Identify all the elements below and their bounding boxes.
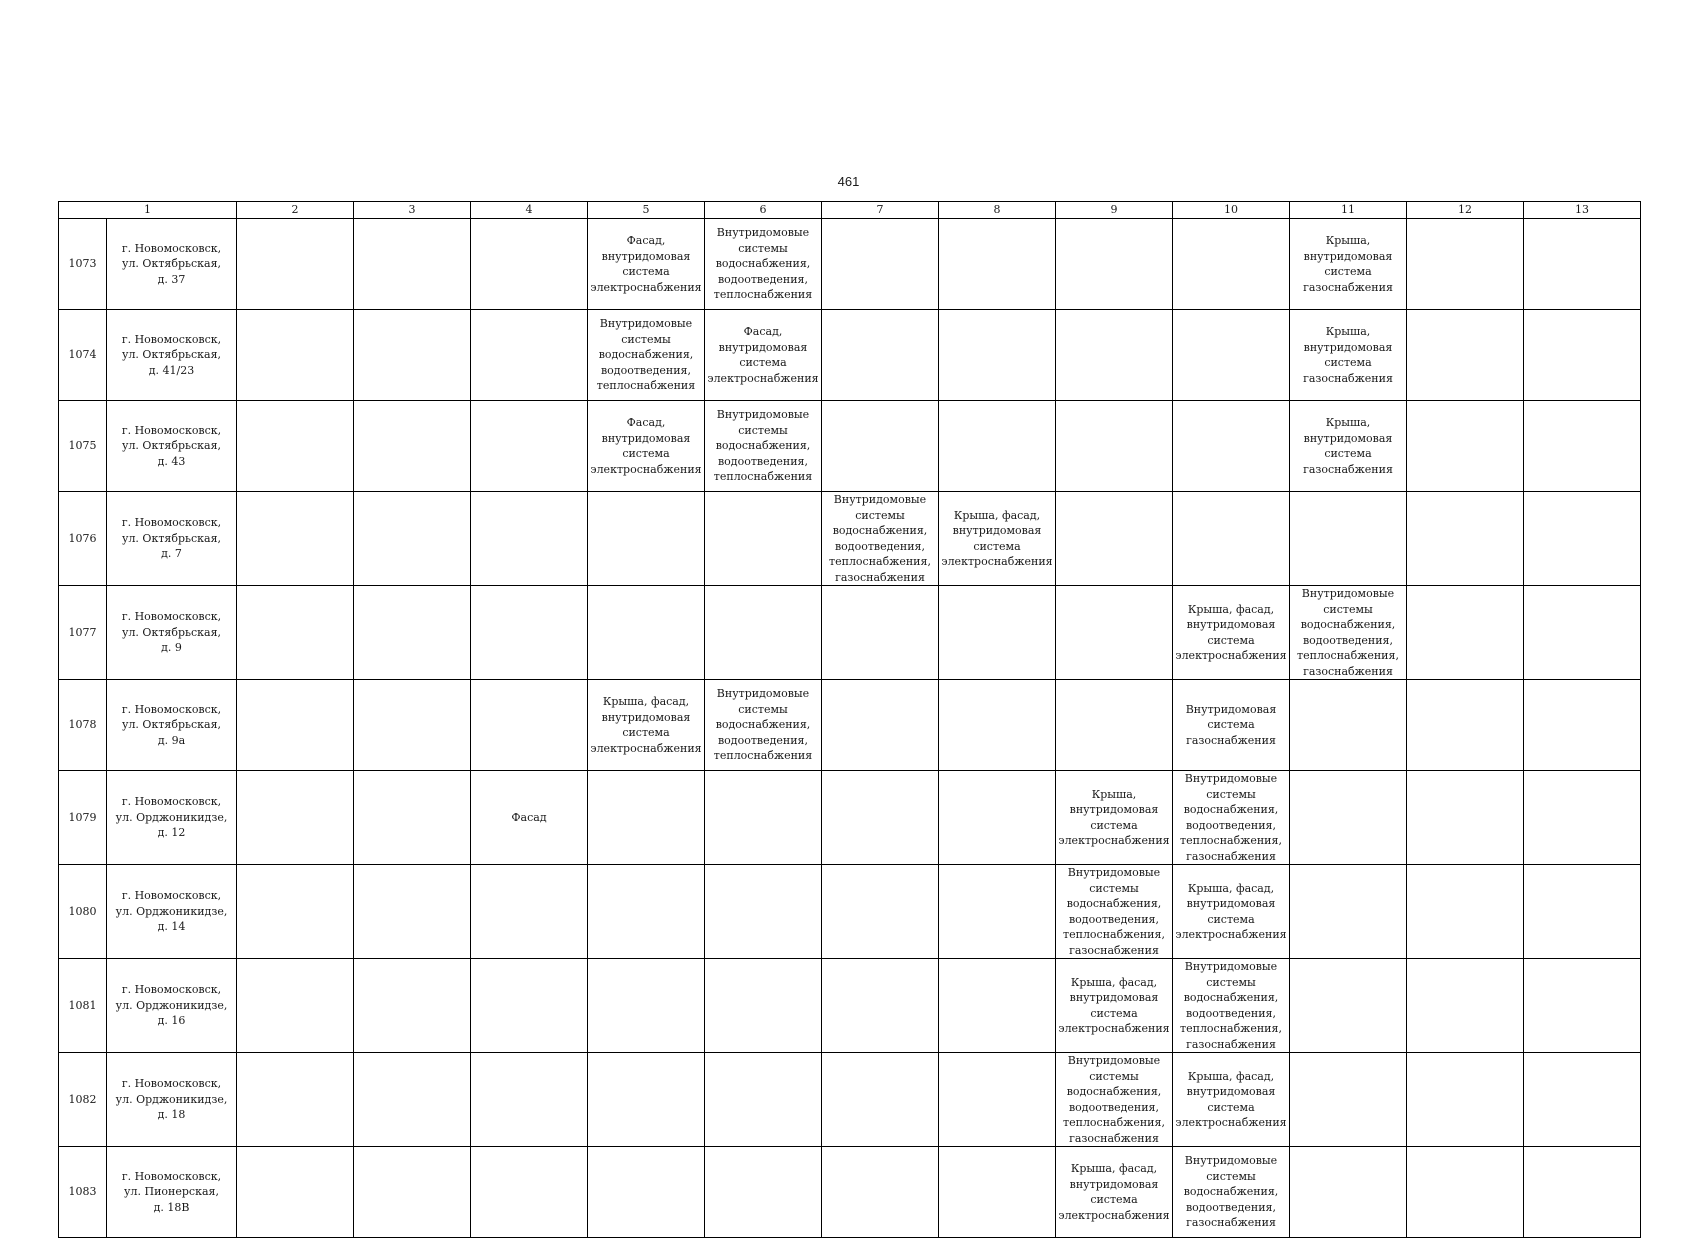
works-cell (1290, 959, 1407, 1053)
address-cell: г. Новомосковск, ул. Орджоникидзе, д. 14 (107, 865, 237, 959)
works-cell (1056, 310, 1173, 401)
works-cell (822, 959, 939, 1053)
works-cell (354, 680, 471, 771)
works-cell: Внутридомовые системы водоснабжения, водоотведения, теплоснабжения, газоснабжения (1173, 771, 1290, 865)
works-cell: Крыша, внутридомовая система газоснабжения (1290, 401, 1407, 492)
works-cell (939, 1053, 1056, 1147)
works-cell (471, 680, 588, 771)
works-cell (939, 401, 1056, 492)
column-header: 12 (1407, 202, 1524, 219)
works-cell (1407, 586, 1524, 680)
works-cell (1524, 865, 1641, 959)
works-cell (588, 586, 705, 680)
works-cell (822, 401, 939, 492)
works-cell (705, 771, 822, 865)
row-number: 1081 (59, 959, 107, 1053)
header-row (59, 202, 1641, 219)
table-row (59, 1053, 1641, 1147)
row-number: 1082 (59, 1053, 107, 1147)
works-cell (471, 401, 588, 492)
works-cell: Внутридомовые системы водоснабжения, водоотведения, газоснабжения (1173, 1147, 1290, 1238)
works-cell (354, 959, 471, 1053)
works-cell (822, 219, 939, 310)
works-cell (471, 1147, 588, 1238)
works-cell (1407, 771, 1524, 865)
works-cell (1056, 680, 1173, 771)
works-cell (1407, 1147, 1524, 1238)
works-cell (354, 771, 471, 865)
column-header: 10 (1173, 202, 1290, 219)
repair-schedule-table (58, 201, 1641, 1238)
works-cell: Внутридомовые системы водоснабжения, водоотведения, теплоснабжения (588, 310, 705, 401)
works-cell (354, 865, 471, 959)
works-cell: Крыша, фасад, внутридомовая система электроснабжения (1173, 865, 1290, 959)
works-cell (471, 219, 588, 310)
works-cell (822, 865, 939, 959)
works-cell (471, 959, 588, 1053)
column-header: 3 (354, 202, 471, 219)
works-cell (237, 586, 354, 680)
column-header: 5 (588, 202, 705, 219)
works-cell (1290, 680, 1407, 771)
works-cell: Внутридомовые системы водоснабжения, водоотведения, теплоснабжения (705, 680, 822, 771)
works-cell (237, 680, 354, 771)
works-cell (939, 586, 1056, 680)
table-row (59, 401, 1641, 492)
works-cell (1524, 492, 1641, 586)
works-cell (1407, 492, 1524, 586)
works-cell (588, 771, 705, 865)
column-header: 7 (822, 202, 939, 219)
table-row (59, 1147, 1641, 1238)
works-cell (822, 1053, 939, 1147)
works-cell (354, 1147, 471, 1238)
table-row (59, 680, 1641, 771)
table-row (59, 865, 1641, 959)
row-number: 1073 (59, 219, 107, 310)
works-cell (1290, 1053, 1407, 1147)
works-cell (471, 310, 588, 401)
works-cell (1524, 1147, 1641, 1238)
address-cell: г. Новомосковск, ул. Октябрьская, д. 41/23 (107, 310, 237, 401)
works-cell (939, 219, 1056, 310)
works-cell (1173, 401, 1290, 492)
works-cell (705, 959, 822, 1053)
address-cell: г. Новомосковск, ул. Октябрьская, д. 9 (107, 586, 237, 680)
works-cell: Фасад (471, 771, 588, 865)
works-cell (1407, 865, 1524, 959)
works-cell (1173, 219, 1290, 310)
works-cell (705, 586, 822, 680)
works-cell (939, 680, 1056, 771)
works-cell (939, 310, 1056, 401)
row-number: 1078 (59, 680, 107, 771)
works-cell (1407, 219, 1524, 310)
column-header: 4 (471, 202, 588, 219)
works-cell (1524, 680, 1641, 771)
works-cell: Внутридомовые системы водоснабжения, водоотведения, теплоснабжения, газоснабжения (822, 492, 939, 586)
table-row (59, 771, 1641, 865)
works-cell (1173, 310, 1290, 401)
works-cell (471, 492, 588, 586)
works-cell (354, 586, 471, 680)
works-cell (1407, 401, 1524, 492)
works-cell (1290, 492, 1407, 586)
works-cell (354, 401, 471, 492)
works-cell (1056, 492, 1173, 586)
works-cell (939, 1147, 1056, 1238)
table-row (59, 310, 1641, 401)
address-cell: г. Новомосковск, ул. Орджоникидзе, д. 16 (107, 959, 237, 1053)
works-cell: Крыша, фасад, внутридомовая система электроснабжения (939, 492, 1056, 586)
works-cell (237, 959, 354, 1053)
works-cell: Фасад, внутридомовая система электроснабжения (705, 310, 822, 401)
address-cell: г. Новомосковск, ул. Пионерская, д. 18В (107, 1147, 237, 1238)
works-cell (1407, 959, 1524, 1053)
works-cell: Крыша, фасад, внутридомовая система электроснабжения (588, 680, 705, 771)
address-cell: г. Новомосковск, ул. Орджоникидзе, д. 12 (107, 771, 237, 865)
works-cell (822, 680, 939, 771)
row-number: 1075 (59, 401, 107, 492)
works-cell (471, 865, 588, 959)
works-cell: Внутридомовые системы водоснабжения, водоотведения, теплоснабжения, газоснабжения (1290, 586, 1407, 680)
works-cell: Внутридомовые системы водоснабжения, водоотведения, теплоснабжения, газоснабжения (1056, 865, 1173, 959)
column-header: 6 (705, 202, 822, 219)
works-cell (939, 771, 1056, 865)
address-cell: г. Новомосковск, ул. Орджоникидзе, д. 18 (107, 1053, 237, 1147)
works-cell: Внутридомовые системы водоснабжения, водоотведения, теплоснабжения, газоснабжения (1056, 1053, 1173, 1147)
column-header: 13 (1524, 202, 1641, 219)
address-cell: г. Новомосковск, ул. Октябрьская, д. 9а (107, 680, 237, 771)
works-cell (1056, 586, 1173, 680)
works-cell (588, 959, 705, 1053)
works-cell (588, 1053, 705, 1147)
works-cell (1524, 1053, 1641, 1147)
table-row (59, 492, 1641, 586)
address-cell: г. Новомосковск, ул. Октябрьская, д. 7 (107, 492, 237, 586)
works-cell (237, 1053, 354, 1147)
row-number: 1080 (59, 865, 107, 959)
works-cell: Внутридомовые системы водоснабжения, водоотведения, теплоснабжения (705, 401, 822, 492)
works-cell (588, 1147, 705, 1238)
row-number: 1079 (59, 771, 107, 865)
works-cell (705, 1053, 822, 1147)
row-number: 1076 (59, 492, 107, 586)
works-cell (237, 401, 354, 492)
works-cell (822, 1147, 939, 1238)
works-cell: Внутридомовые системы водоснабжения, водоотведения, теплоснабжения (705, 219, 822, 310)
works-cell (354, 1053, 471, 1147)
page-number: 461 (837, 174, 860, 189)
works-cell (1173, 492, 1290, 586)
works-cell: Внутридомовая система газоснабжения (1173, 680, 1290, 771)
works-cell (1524, 219, 1641, 310)
works-cell (354, 219, 471, 310)
works-cell (237, 219, 354, 310)
works-cell (1524, 310, 1641, 401)
address-cell: г. Новомосковск, ул. Октябрьская, д. 37 (107, 219, 237, 310)
works-cell (705, 1147, 822, 1238)
works-cell: Крыша, фасад, внутридомовая система электроснабжения (1173, 1053, 1290, 1147)
works-cell: Фасад, внутридомовая система электроснабжения (588, 401, 705, 492)
row-number: 1074 (59, 310, 107, 401)
works-cell: Крыша, фасад, внутридомовая система электроснабжения (1173, 586, 1290, 680)
works-cell: Крыша, внутридомовая система газоснабжения (1290, 310, 1407, 401)
works-cell (237, 310, 354, 401)
works-cell (237, 865, 354, 959)
column-header: 9 (1056, 202, 1173, 219)
address-cell: г. Новомосковск, ул. Октябрьская, д. 43 (107, 401, 237, 492)
works-cell (1524, 401, 1641, 492)
works-cell (1290, 865, 1407, 959)
works-cell: Крыша, фасад, внутридомовая система электроснабжения (1056, 1147, 1173, 1238)
works-cell (354, 310, 471, 401)
works-cell (1407, 1053, 1524, 1147)
works-cell: Крыша, внутридомовая система газоснабжения (1290, 219, 1407, 310)
works-cell (1407, 310, 1524, 401)
works-cell (1524, 959, 1641, 1053)
works-cell (1407, 680, 1524, 771)
works-cell (237, 771, 354, 865)
row-number: 1077 (59, 586, 107, 680)
works-cell (1056, 219, 1173, 310)
column-header: 8 (939, 202, 1056, 219)
works-cell (822, 586, 939, 680)
works-cell (471, 1053, 588, 1147)
works-cell (705, 492, 822, 586)
works-cell: Фасад, внутридомовая система электроснабжения (588, 219, 705, 310)
works-cell (1056, 401, 1173, 492)
works-cell: Крыша, фасад, внутридомовая система электроснабжения (1056, 959, 1173, 1053)
row-number: 1083 (59, 1147, 107, 1238)
works-cell (1290, 1147, 1407, 1238)
column-header: 2 (237, 202, 354, 219)
works-cell: Крыша, внутридомовая система электроснабжения (1056, 771, 1173, 865)
works-cell: Внутридомовые системы водоснабжения, водоотведения, теплоснабжения, газоснабжения (1173, 959, 1290, 1053)
works-cell (705, 865, 822, 959)
table-row (59, 959, 1641, 1053)
column-header: 11 (1290, 202, 1407, 219)
works-cell (822, 771, 939, 865)
table-row (59, 586, 1641, 680)
works-cell (588, 492, 705, 586)
works-cell (1290, 771, 1407, 865)
works-cell (471, 586, 588, 680)
works-cell (822, 310, 939, 401)
works-cell (1524, 586, 1641, 680)
works-cell (939, 865, 1056, 959)
works-cell (237, 1147, 354, 1238)
column-header: 1 (59, 202, 237, 219)
works-cell (939, 959, 1056, 1053)
works-cell (1524, 771, 1641, 865)
works-cell (588, 865, 705, 959)
works-cell (237, 492, 354, 586)
table-row (59, 219, 1641, 310)
works-cell (354, 492, 471, 586)
